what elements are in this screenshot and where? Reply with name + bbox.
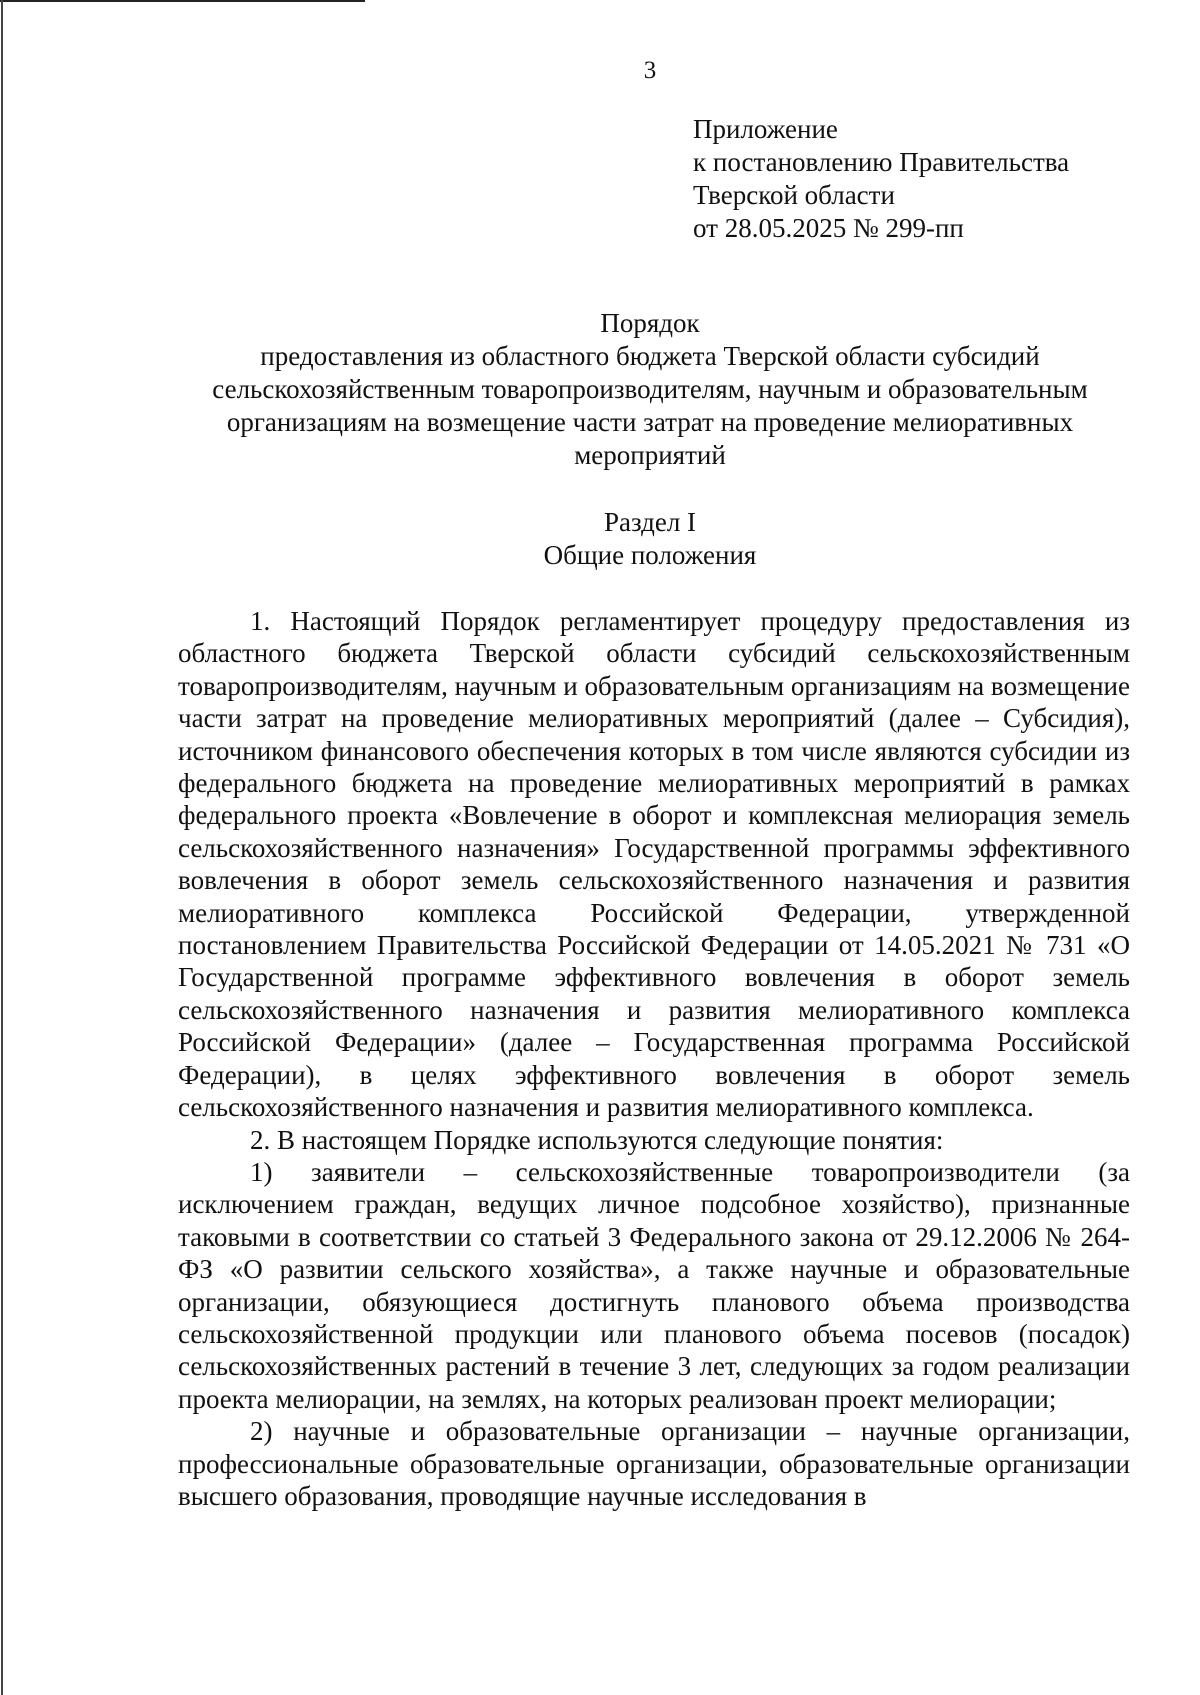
appendix-block <box>693 113 1069 245</box>
title-heading: Порядок <box>600 308 700 338</box>
appendix-line: к постановлению Правительства <box>693 147 1070 177</box>
appendix-line: Тверской области <box>693 180 895 210</box>
title-subtitle-line: сельскохозяйственным товаропроизводителям, научным и образовательным <box>212 374 1088 404</box>
scan-edge-top <box>0 0 365 2</box>
title-subtitle-line: организациям на возмещение части затрат на проведение мелиоративных <box>226 407 1074 437</box>
document-title <box>150 307 1150 472</box>
section-title: Общие положения <box>543 540 757 570</box>
paragraph-2: 2. В настоящем Порядке используются следующие понятия: <box>250 1124 944 1155</box>
appendix-line: Приложение <box>693 114 838 144</box>
paragraph-1: 1. Настоящий Порядок регламентирует процедуру предоставления из областного бюджета Тверской области субсидий сельскохозяйственным товаропроизводителям, научным и образовательным организациям на возмещение части затрат на проведение мелиоративных мероприятий (далее – Субсидия), источником финансового обеспечения которых в том числе являются субсидии из федерального бюджета на проведение мелиоративных мероприятий в рамках федерального проекта «Вовлечение в оборот и комплексная мелиорация земель сельскохозяйственного назначения» Государственной программы эффективного вовлечения в оборот земель сельскохозяйственного назначения и развития мелиоративного комплекса Российской Федерации, утвержденной постановлением Правительства Российской Федерации от 14.05.2021 № 731 «О Государственной программе эффективного вовлечения в оборот земель сельскохозяйственного назначения и развития мелиоративного комплекса Российской Федерации» (далее – Государственная программа Российской Федерации), в целях эффективного вовлечения в оборот земель сельскохозяйственного назначения и развития мелиоративного комплекса. <box>178 606 1130 1123</box>
scan-edge-left <box>1 0 3 1695</box>
section-heading <box>150 506 1150 572</box>
definition-1: 1) заявители – сельскохозяйственные товаропроизводители (за исключением граждан, ведущих личное подсобное хозяйство), признанные таковыми в соответствии со статьей 3 Федерального закона от 29.12.2006 № 264-ФЗ «О развитии сельского хозяйства», а также научные и образовательные организации, обязующиеся достигнуть планового объема производства сельскохозяйственной продукции или планового объема посевов (посадок) сельскохозяйственных растений в течение 3 лет, следующих за годом реализации проекта мелиорации, на землях, на которых реализован проект мелиорации; <box>178 1156 1130 1414</box>
appendix-line: от 28.05.2025 № 299-пп <box>693 213 964 243</box>
section-label: Раздел I <box>603 507 697 537</box>
definition-2: 2) научные и образовательные организации – научные организации, профессиональные образовательные организации, образовательные организации высшего образования, проводящие научные исследования в <box>178 1416 1130 1511</box>
page-number: 3 <box>643 57 657 84</box>
document-body <box>178 605 1130 1512</box>
title-subtitle-line: предоставления из областного бюджета Тверской области субсидий <box>260 341 1040 371</box>
title-subtitle-line: мероприятий <box>574 440 726 470</box>
